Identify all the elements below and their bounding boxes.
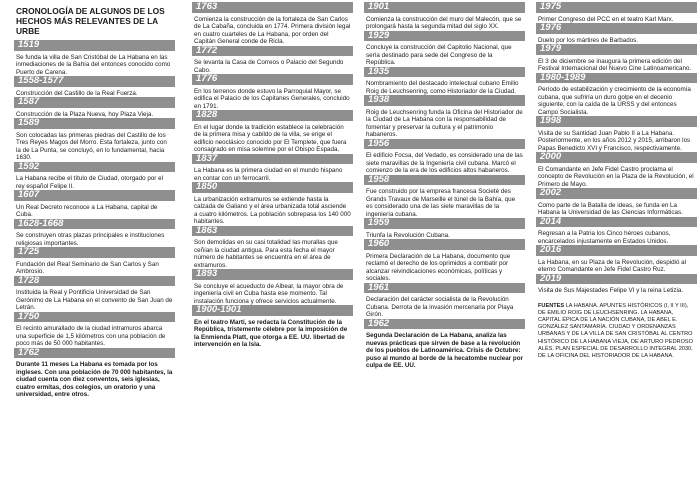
entry-year: 2014: [536, 217, 697, 228]
timeline-column-2: [192, 2, 353, 349]
entry-text: Comienza la construcción del muro del Malecón, que se prolongará hasta la segunda mitad del siglo XX.: [366, 15, 522, 30]
timeline-entry: [192, 46, 353, 75]
entry-year: 1975: [536, 2, 697, 13]
timeline-entry: [14, 162, 175, 191]
entry-year: 1960: [364, 239, 525, 250]
timeline-entry: [14, 76, 175, 97]
timeline-entry: [364, 31, 525, 67]
entry-text: Son demolidas en su casi totalidad las murallas que ceñían la ciudad antigua. Para esta fecha el mayor número de habitantes se encuentra en el área de extramuros.: [194, 239, 338, 269]
timeline-column-4: [536, 2, 697, 360]
entry-year: 1863: [192, 226, 353, 237]
timeline-entry: [192, 269, 353, 305]
entry-text: Roig de Leuchsenring funda la Oficina del Historiador de la Ciudad de La Habana con la responsabilidad de fomentar y preservar la cultura y el patrimonio habaneros.: [366, 108, 523, 138]
entry-year: 1772: [192, 46, 353, 57]
entry-year: 1938: [364, 95, 525, 106]
timeline-entry: [536, 73, 697, 117]
entry-text: En el lugar donde la tradición establece la celebración de la primera misa y cabildo de la villa, se erige el edificio neoclásico conocido por El Templete, que fuera consagrado en misa solemne por el Obispo Espada.: [194, 123, 347, 153]
sources-note: [536, 295, 697, 361]
entry-year: 1958: [364, 175, 525, 186]
entry-text: Período de estabilización y crecimiento de la economía cubana, que sufriría un duro golpe en el decenio siguiente, con la caída de la URSS y del entonces Campo Socialista.: [538, 86, 691, 116]
timeline-column-1: [14, 2, 175, 399]
entry-year: 1589: [14, 118, 175, 129]
entry-year: 1976: [536, 23, 697, 34]
sources-label: FUENTES: [538, 302, 565, 309]
entry-year: 1750: [14, 312, 175, 323]
timeline-entry: [364, 319, 525, 370]
timeline-entry: [14, 348, 175, 399]
timeline-entry: [192, 226, 353, 270]
timeline-entry: [364, 175, 525, 219]
entry-text: La urbanización extramuros se extiende hasta la calzada de Galiano y el área urbanizada total asciende a cuatro kilómetros. La población sobrepasa los 140 000 habitantes.: [194, 195, 351, 225]
entry-year: 2000: [536, 152, 697, 163]
timeline-entry: [536, 245, 697, 274]
entry-text: El edificio Focsa, del Vedado, es considerado una de las siete maravillas de la Ingeniería civil cubana. Marcó el comienzo de la era de los edificios altos habaneros.: [366, 152, 523, 174]
entry-year: 1998: [536, 116, 697, 127]
entry-year: 1900-1901: [192, 305, 353, 316]
entry-year: 1935: [364, 67, 525, 78]
entry-year: 1592: [14, 162, 175, 173]
entry-year: 1929: [364, 31, 525, 42]
timeline-entry: [536, 116, 697, 152]
timeline-entry: [364, 239, 525, 283]
timeline-entry: [536, 44, 697, 73]
entry-year: 2016: [536, 245, 697, 256]
entry-year: 1776: [192, 74, 353, 85]
entry-text: Nombramiento del destacado intelectual cubano Emilio Roig de Leuchsenring, como Historiador de la Ciudad.: [366, 80, 519, 95]
timeline-entry: [14, 276, 175, 312]
entry-year: 1850: [192, 182, 353, 193]
entry-text: Se funda la villa de San Cristóbal de La Habana en las inmediaciones de la Bahía del entonces conocido como Puerto de Carena.: [16, 53, 171, 76]
timeline-entry: [14, 97, 175, 118]
entry-text: Construcción de la Plaza Nueva, hoy Plaza Vieja.: [16, 110, 154, 118]
entry-text: Regresan a la Patria los Cinco héroes cubanos, encarcelados injustamente en Estados Unidos.: [538, 230, 671, 245]
entry-year: 1962: [364, 319, 525, 330]
timeline-entry: [192, 182, 353, 226]
entry-year: 1828: [192, 110, 353, 121]
entry-text: Concluye la construcción del Capitolio Nacional, que sería destinado para sede del Congreso de la República.: [366, 44, 512, 66]
entry-text: Fundación del Real Seminario de San Carlos y San Ambrosio.: [16, 260, 159, 275]
entry-year: 1980-1989: [536, 73, 697, 84]
entry-text: En los terrenos donde estuvo la Parroquial Mayor, se edifica el Palacio de los Capitanes Generales, concluido en 1791.: [194, 87, 350, 110]
entry-year: 1893: [192, 269, 353, 280]
entry-year: 2019: [536, 274, 697, 285]
entry-text: Instituida la Real y Pontificia Universidad de San Gerónimo de La Habana en el convento de San Juan de Letrán.: [16, 289, 173, 311]
entry-text: La Habana, en su Plaza de la Revolución, despidió al eterno Comandante en Jefe Fidel Castro Ruz.: [538, 258, 687, 273]
timeline-entry: [192, 305, 353, 349]
entry-text: Son colocadas las primeras piedras del Castillo de los Tres Reyes Magos del Morro. Esta fortaleza, junto con la de La Punta, se concluyó, en lo fundamental, hacia 1630.: [16, 131, 167, 161]
entry-year: 1628-1668: [14, 219, 175, 230]
timeline-column-3: [364, 2, 525, 370]
entry-year: 1725: [14, 247, 175, 258]
timeline-entry: [14, 247, 175, 276]
entry-year: 1762: [14, 348, 175, 359]
entry-text: Primera Declaración de La Habana, documento que reclamó el derecho de los oprimidos a combatir por alcanzar reivindicaciones económicas, políticas y sociales.: [366, 252, 511, 282]
entry-text: En el teatro Martí, se redacta la Constitución de la República, tristemente célebre por la imposición de la Enmienda Platt, que otorga a EE. UU. libertad de intervención en la Isla.: [194, 318, 348, 348]
timeline-entry: [192, 110, 353, 154]
timeline-entry: [14, 312, 175, 348]
entry-year: 1763: [192, 2, 353, 13]
entry-year: 1901: [364, 2, 525, 13]
entry-year: 1587: [14, 97, 175, 108]
timeline-entry: [14, 219, 175, 248]
timeline-entry: [364, 139, 525, 175]
timeline-entry: [536, 188, 697, 217]
entry-year: 2002: [536, 188, 697, 199]
entry-year: 1956: [364, 139, 525, 150]
timeline-entry: [536, 217, 697, 246]
timeline-entry: [364, 218, 525, 239]
timeline-entry: [364, 283, 525, 319]
page-title: CRONOLOGÍA DE ALGUNOS DE LOS HECHOS MÁS RELEVANTES DE LA URBE: [16, 6, 165, 36]
timeline-entry: [192, 74, 353, 110]
entry-year: 1979: [536, 44, 697, 55]
entry-text: Un Real Decreto reconoce a La Habana, capital de Cuba.: [16, 203, 158, 218]
timeline-entry: [14, 190, 175, 219]
timeline-entry: [536, 274, 697, 295]
timeline-entry: [192, 154, 353, 183]
entry-text: Primer Congreso del PCC en el teatro Karl Marx.: [538, 15, 674, 23]
timeline-entry: [192, 2, 353, 46]
entry-text: Se concluye el acueducto de Albear, la mayor obra de ingeniería civil en Cuba hasta ese momento. Tal instalación funciona y ofrece servicios actualmente.: [194, 282, 344, 305]
entry-text: El recinto amurallado de la ciudad intramuros abarca una superficie de 1,5 kilómetros con una población de poco más de 50 000 habitantes.: [16, 325, 166, 347]
timeline-entry: [14, 40, 175, 76]
entry-text: Durante 11 meses La Habana es tomada por los ingleses. Con una población de 70 000 habitantes, la ciudad cuenta con diez conventos, seis iglesias, cuatro ermitas, dos colegios, un oratorio y una universidad, entre otros.: [16, 361, 173, 398]
entry-year: 1558-1577: [14, 76, 175, 87]
entry-text: El 3 de diciembre se inaugura la primera edición del Festival Internacional del Nuevo Cine Latinoamericano.: [538, 57, 692, 72]
entry-text: Como parte de la Batalla de ideas, se funda en La Habana la Universidad de las Ciencias Informáticas.: [538, 201, 683, 216]
entry-year: 1961: [364, 283, 525, 294]
entry-text: Comienza la construcción de la fortaleza de San Carlos de La Cabaña, concluida en 1774. Primera división legal en cuatro cuarteles de La Habana, por orden del Capitán General conde de Ricla.: [194, 15, 351, 45]
timeline-entry: [364, 95, 525, 139]
timeline-entry: [536, 2, 697, 23]
entry-text: Visita de su Santidad Juan Pablo II a La Habana. Posteriormente, en los años 2012 y 2015, arribaron los Papas Benedicto XVI y Francisco, respectivamente.: [538, 129, 691, 152]
timeline-entry: [536, 152, 697, 188]
entry-text: El Comandante en Jefe Fidel Castro proclama el concepto de Revolución en la Plaza de la Revolución, el Primero de Mayo.: [538, 165, 694, 188]
entry-year: 1728: [14, 276, 175, 287]
entry-text: Visita de Sus Majestades Felipe VI y la reina Letizia.: [538, 287, 684, 294]
entry-text: Declaración del carácter socialista de la Revolución Cubana. Derrota de la invasión mercenaria por Playa Girón.: [366, 296, 514, 318]
timeline-entry: [364, 67, 525, 96]
entry-text: La Habana recibe el título de Ciudad, otorgado por el rey español Felipe II.: [16, 175, 163, 190]
timeline-entry: [14, 118, 175, 162]
entry-year: 1607: [14, 190, 175, 201]
sources-text: LA HABANA. APUNTES HISTÓRICOS (I, II Y III), DE EMILIO ROIG DE LEUCHSENRING. LA HABANA, CAPITAL ÉPICA DE LA NACIÓN CUBANA, DE ABEL E. GONZÁLEZ SANTAMARÍA. CIUDAD Y ORDENANZAS URBANAS Y DE LA VILLA DE SAN CRISTÓBAL AL CENTRO HISTÓRICO DE LA HABANA VIEJA, DE ARTURO PEDROSO ALÉS. PLAN ESPECIAL DE DESARROLLO INTEGRAL 2030, DE LA OFICINA DEL HISTORIADOR DE LA HABANA.: [538, 302, 694, 359]
entry-text: La Habana es la primera ciudad en el mundo hispano en contar con un ferrocarril.: [194, 167, 343, 182]
entry-year: 1959: [364, 218, 525, 229]
timeline-entry: [536, 23, 697, 44]
entry-text: Duelo por los mártires de Barbados.: [538, 36, 639, 44]
entry-text: Construcción del Castillo de la Real Fuerza.: [16, 89, 138, 97]
entry-year: 1519: [14, 40, 175, 51]
timeline-entry: [364, 2, 525, 31]
entry-text: Triunfa la Revolución Cubana.: [366, 231, 450, 239]
entry-text: Se levanta la Casa de Correos o Palacio del Segundo Cabo.: [194, 59, 344, 74]
entry-text: Se construyen otras plazas principales e instituciones religiosas importantes.: [16, 232, 165, 247]
entry-text: Segunda Declaración de La Habana, analiza las nuevas prácticas que sirven de base a la revolución de los pueblos de Latinoamérica. Crisis de Octubre: puso al mundo al borde de la hecatombe nuclear por culpa de EE. UU.: [366, 332, 523, 369]
entry-text: Fue construido por la empresa francesa Societé des Grands Travaux de Marseille el túnel de la Bahía, que es considerado una de las siete maravillas de la ingeniería cubana.: [366, 188, 516, 218]
entry-year: 1837: [192, 154, 353, 165]
